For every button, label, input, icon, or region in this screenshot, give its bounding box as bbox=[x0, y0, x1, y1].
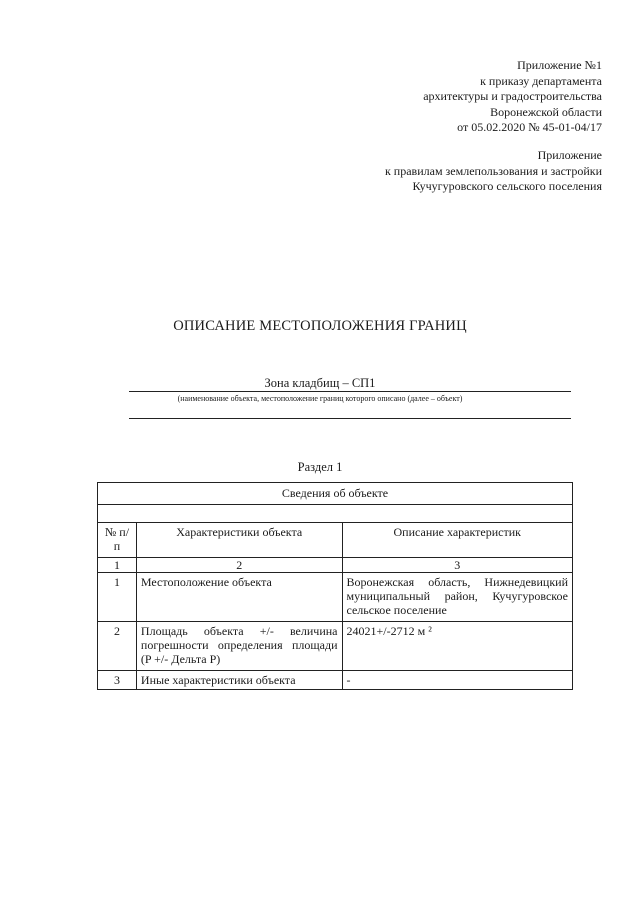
table-row bbox=[98, 573, 573, 622]
row-description: Воронежская область, Нижнедевицкий муниципальный район, Кучугуровское сельское поселение bbox=[342, 573, 573, 622]
column-number: 2 bbox=[136, 558, 342, 573]
row-description: - bbox=[342, 671, 573, 690]
header-line: Приложение №1 bbox=[517, 58, 602, 72]
table-caption: Сведения об объекте bbox=[98, 483, 573, 505]
row-characteristic: Местоположение объекта bbox=[136, 573, 342, 622]
row-characteristic: Иные характеристики объекта bbox=[136, 671, 342, 690]
header-characteristic: Характеристики объекта bbox=[136, 523, 342, 558]
table-caption-row bbox=[98, 483, 573, 505]
row-num: 1 bbox=[98, 573, 137, 622]
header-line: Воронежской области bbox=[490, 104, 602, 119]
column-number: 1 bbox=[98, 558, 137, 573]
object-caption: (наименование объекта, местоположение границ которого описано (далее – объект) bbox=[177, 394, 463, 403]
column-number: 3 bbox=[342, 558, 573, 573]
column-numbers-row bbox=[98, 558, 573, 573]
document-title: ОПИСАНИЕ МЕСТОПОЛОЖЕНИЯ ГРАНИЦ bbox=[173, 318, 467, 334]
header-line: Приложение bbox=[537, 148, 602, 162]
header-line: к правилам землепользования и застройки bbox=[384, 163, 602, 178]
separator-line bbox=[129, 418, 571, 419]
table-spacer bbox=[98, 505, 573, 523]
row-description: 24021+/-2712 м ² bbox=[342, 622, 573, 671]
row-num: 3 bbox=[98, 671, 137, 690]
header-description: Описание характеристик bbox=[342, 523, 573, 558]
header-line: Кучугуровского сельского поселения bbox=[412, 179, 602, 193]
table-row bbox=[98, 622, 573, 671]
header-line: архитектуры и градостроительства bbox=[423, 89, 602, 103]
order-appendix-header bbox=[423, 58, 602, 136]
table-row bbox=[98, 671, 573, 690]
object-info-table bbox=[97, 482, 573, 690]
rules-appendix-header bbox=[385, 148, 602, 195]
object-name: Зона кладбищ – СП1 bbox=[264, 376, 376, 390]
header-line: к приказу департамента bbox=[480, 73, 602, 88]
header-num: № п/п bbox=[98, 523, 137, 558]
object-underline bbox=[129, 391, 571, 392]
row-characteristic: Площадь объекта +/- величина погрешности определения площади (P +/- Дельта P) bbox=[136, 622, 342, 671]
row-num: 2 bbox=[98, 622, 137, 671]
section-title: Раздел 1 bbox=[297, 460, 343, 474]
table-spacer-row bbox=[98, 505, 573, 523]
table-header-row bbox=[98, 523, 573, 558]
header-line: от 05.02.2020 № 45-01-04/17 bbox=[457, 120, 602, 134]
